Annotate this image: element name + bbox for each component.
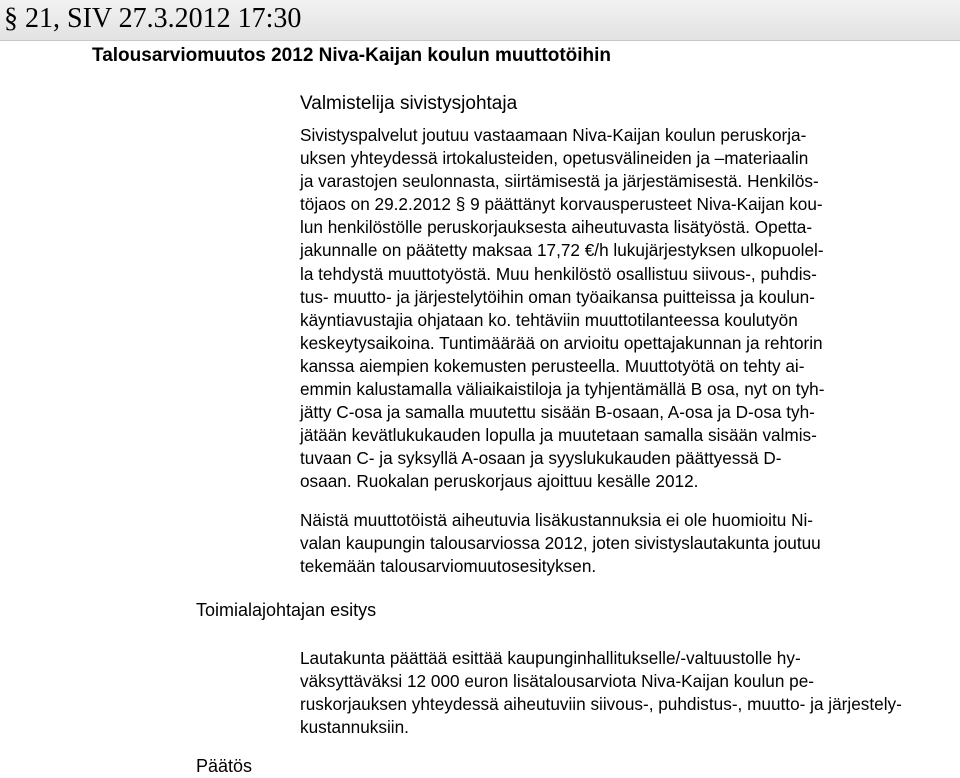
text-line: emmin kalustamalla väliaikaistiloja ja tyhjentämällä B osa, nyt on tyh-: [300, 379, 825, 400]
text-line: osaan. Ruokalan peruskorjaus ajoittuu kesälle 2012.: [300, 471, 699, 492]
text-line: väksyttäväksi 12 000 euron lisätalousarviota Niva-Kaijan koulun pe-: [300, 671, 814, 692]
text-line: jätään kevätlukukauden lopulla ja muutetaan samalla sisään valmis-: [300, 425, 817, 446]
section-header: § 21, SIV 27.3.2012 17:30: [4, 3, 302, 34]
text-line: Näistä muuttotöistä aiheutuvia lisäkustannuksia ei ole huomioitu Ni-: [300, 510, 814, 530]
proposal-paragraph: [300, 647, 900, 739]
text-line: uksen yhteydessä irtokalusteiden, opetusvälineiden ja –materiaalin: [300, 148, 809, 169]
text-line: tuvaan C- ja syksyllä A-osaan ja syyslukukauden päättyessä D-: [300, 448, 782, 469]
text-line: töjaos on 29.2.2012 § 9 päättänyt korvausperusteet Niva-Kaijan kou-: [300, 194, 823, 215]
body-paragraph-1: [300, 124, 900, 494]
body-paragraph-2: [300, 509, 900, 578]
text-line: keskeytysaikoina. Tuntimäärää on arvioitu opettajakunnan ja rehtorin: [300, 332, 823, 353]
text-line: ruskorjauksen yhteydessä aiheutuviin siivous-, puhdistus-, muutto- ja järjestely-: [300, 694, 902, 715]
text-line: jakunnalle on päätetty maksaa 17,72 €/h lukujärjestyksen ulkopuolel-: [300, 240, 824, 261]
preparer-line: Valmistelija sivistysjohtaja: [300, 93, 518, 114]
document-title: Talousarviomuutos 2012 Niva-Kaijan koulun muuttotöihin: [92, 45, 612, 66]
text-line: tus- muutto- ja järjestelytöihin oman työaikansa puitteissa ja koulun-: [300, 286, 815, 307]
text-line: ja varastojen seulonnasta, siirtämisestä ja järjestämisestä. Henkilös-: [300, 171, 819, 192]
proposal-label: Toimialajohtajan esitys: [196, 600, 377, 620]
text-line: kustannuksiin.: [300, 717, 409, 738]
text-line: jätty C-osa ja samalla muutettu sisään B-osaan, A-osa ja D-osa tyh-: [300, 402, 815, 423]
text-line: kanssa aiempien kokemusten perusteella. Muuttotyötä on tehty ai-: [300, 355, 805, 376]
page-header: [0, 0, 960, 41]
text-line: Sivistyspalvelut joutuu vastaamaan Niva-Kaijan koulun peruskorja-: [300, 125, 807, 145]
text-line: valan kaupungin talousarviossa 2012, joten sivistyslautakunta joutuu: [300, 533, 821, 554]
text-line: Lautakunta päättää esittää kaupunginhallitukselle/-valtuustolle hy-: [300, 648, 801, 668]
decision-label: Päätös: [196, 756, 253, 776]
text-line: la tehdystä muuttotyöstä. Muu henkilöstö osallistuu siivous-, puhdis-: [300, 263, 817, 284]
text-line: käyntiavustajia ohjataan ko. tehtäviin muuttotilanteessa koulutyön: [300, 309, 798, 330]
text-line: tekemään talousarviomuutosesityksen.: [300, 556, 597, 577]
text-line: lun henkilöstölle peruskorjauksesta aiheutuvasta lisätyöstä. Opetta-: [300, 217, 813, 238]
